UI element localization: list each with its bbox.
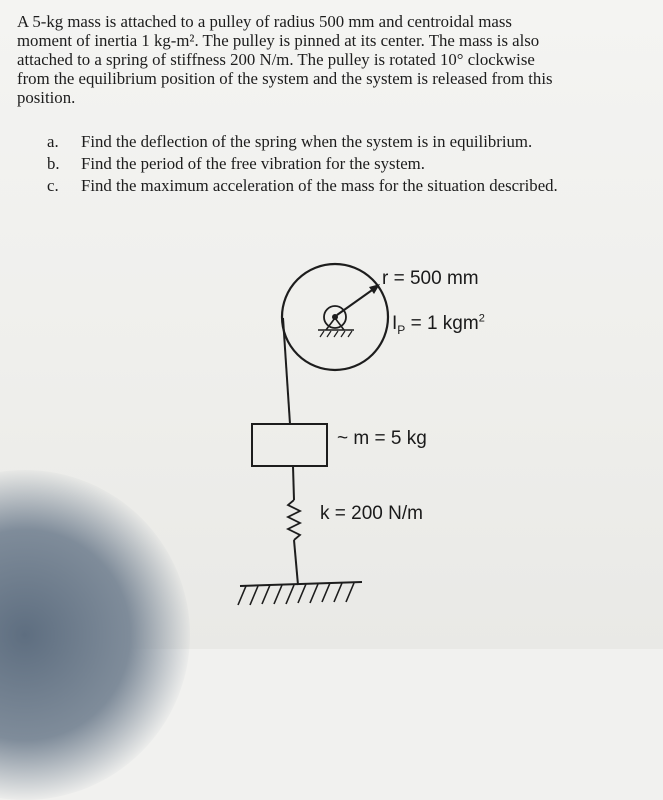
inertia-symbol: I [392,313,398,334]
problem-line: attached to a spring of stiffness 200 N/m. The pulley is rotated 10° clockwise [17,50,535,69]
mass-label: ~ m = 5 kg [337,428,427,449]
spring-ground-link [294,540,298,585]
spring [288,500,300,540]
question-text: Find the maximum acceleration of the mass for the situation described. [81,176,558,195]
question-label: a. [47,132,59,151]
mass-block [252,424,327,466]
spring-label: k = 200 N/m [320,503,423,524]
inertia-value: = 1 kgm [405,313,479,334]
inertia-label [392,313,485,335]
question-label: b. [47,154,60,173]
inertia-subscript: P [397,322,406,337]
ground-line [240,582,362,586]
question-text: Find the period of the free vibration for the system. [81,154,425,173]
question-label: c. [47,176,59,195]
problem-line: moment of inertia 1 kg-m². The pulley is pinned at its center. The mass is also [17,31,540,50]
mass-spring-link [293,466,294,500]
inertia-superscript: 2 [478,312,485,325]
problem-line: from the equilibrium position of the system and the system is released from this [17,69,553,88]
problem-line: position. [17,88,76,107]
rope [283,318,290,424]
problem-line: A 5-kg mass is attached to a pulley of radius 500 mm and centroidal mass [17,12,512,31]
question-text: Find the deflection of the spring when the system is in equilibrium. [81,132,533,151]
radius-arrow [337,288,375,315]
radius-label: r = 500 mm [382,268,479,289]
radius-arrowhead [369,284,380,294]
